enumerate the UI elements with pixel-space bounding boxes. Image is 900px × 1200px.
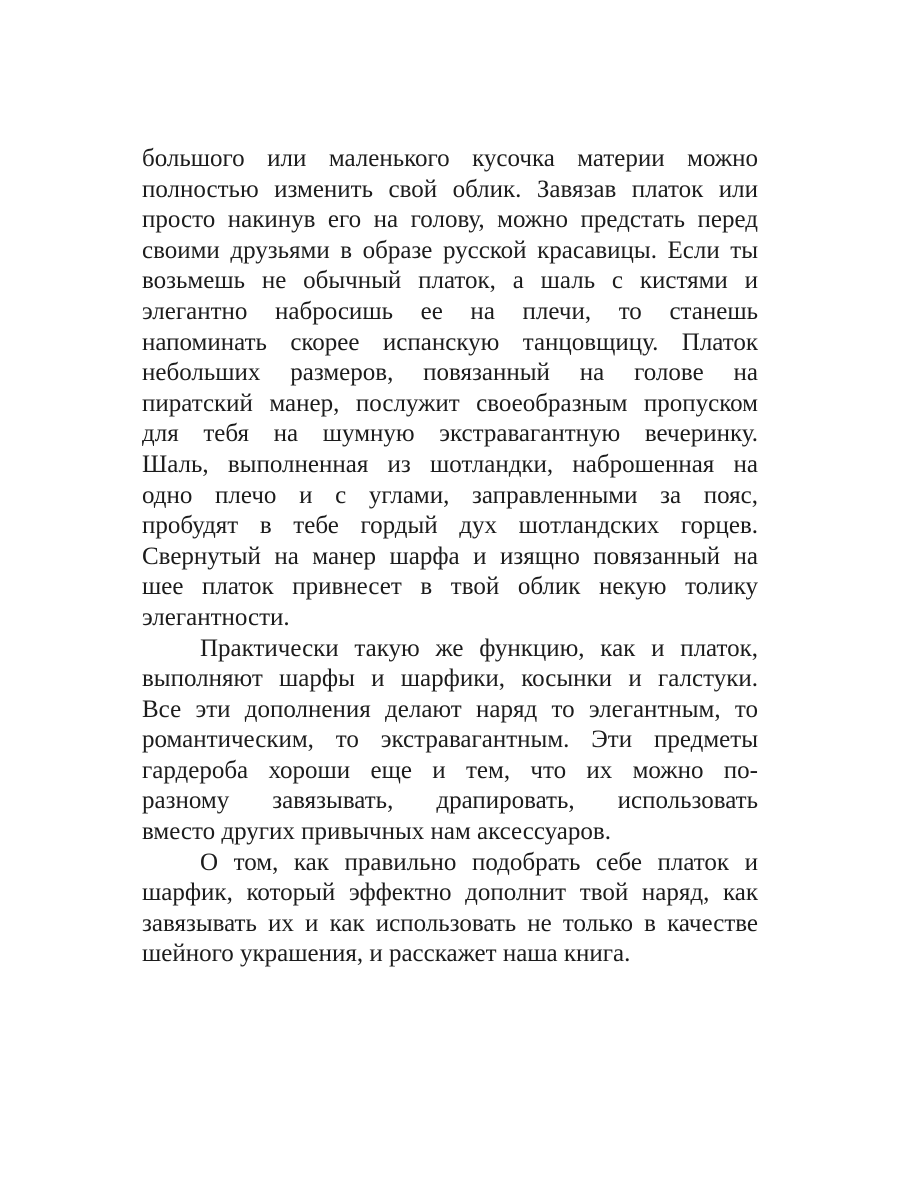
text-line: своими друзьями в образе русской красавицы. Если ты [142, 236, 758, 264]
text-line: завязывать их и как использовать не только в качестве [142, 909, 758, 937]
text-line: пиратский манер, послужит своеобразным пропуском [142, 389, 758, 417]
text-line: Практически такую же функцию, как и платок, [200, 634, 758, 662]
paragraph-3 [142, 848, 758, 970]
text-line: просто накинув его на голову, можно предстать перед [142, 206, 758, 234]
text-line: элегантности. [142, 603, 290, 631]
text-line: напоминать скорее испанскую танцовщицу. Платок [142, 328, 758, 356]
text-line: возьмешь не обычный платок, а шаль с кистями и [142, 267, 758, 295]
text-line: гардероба хороши еще и тем, что их можно по- [142, 756, 758, 784]
text-line: вместо других привычных нам аксессуаров. [142, 818, 611, 846]
text-line: шейного украшения, и расскажет наша книга. [142, 940, 631, 968]
text-line: Все эти дополнения делают наряд то элегантным, то [142, 695, 758, 723]
text-line: Свернутый на манер шарфа и изящно повязанный на [142, 542, 758, 570]
text-line: большого или маленького кусочка материи можно [142, 145, 758, 172]
text-line: шее платок привнесет в твой облик некую толику [142, 573, 758, 601]
paragraph-2 [142, 634, 758, 848]
text-line: полностью изменить свой облик. Завязав платок или [142, 175, 758, 203]
text-line: шарфик, который эффектно дополнит твой наряд, как [142, 879, 758, 907]
text-line: выполняют шарфы и шарфики, косынки и галстуки. [142, 665, 758, 693]
body-text [142, 144, 758, 970]
text-line: романтическим, то экстравагантным. Эти предметы [142, 726, 758, 754]
paragraph-1 [142, 144, 758, 634]
text-line: небольших размеров, повязанный на голове на [142, 359, 758, 387]
text-line: пробудят в тебе гордый дух шотландских горцев. [142, 512, 758, 540]
text-line: разному завязывать, драпировать, использовать [142, 787, 758, 815]
text-line: элегантно набросишь ее на плечи, то станешь [142, 297, 758, 325]
text-line: одно плечо и с углами, заправленными за пояс, [142, 481, 758, 509]
text-line: О том, как правильно подобрать себе платок и [200, 848, 758, 876]
text-line: Шаль, выполненная из шотландки, наброшенная на [142, 450, 758, 478]
text-line: для тебя на шумную экстравагантную вечеринку. [142, 420, 758, 448]
